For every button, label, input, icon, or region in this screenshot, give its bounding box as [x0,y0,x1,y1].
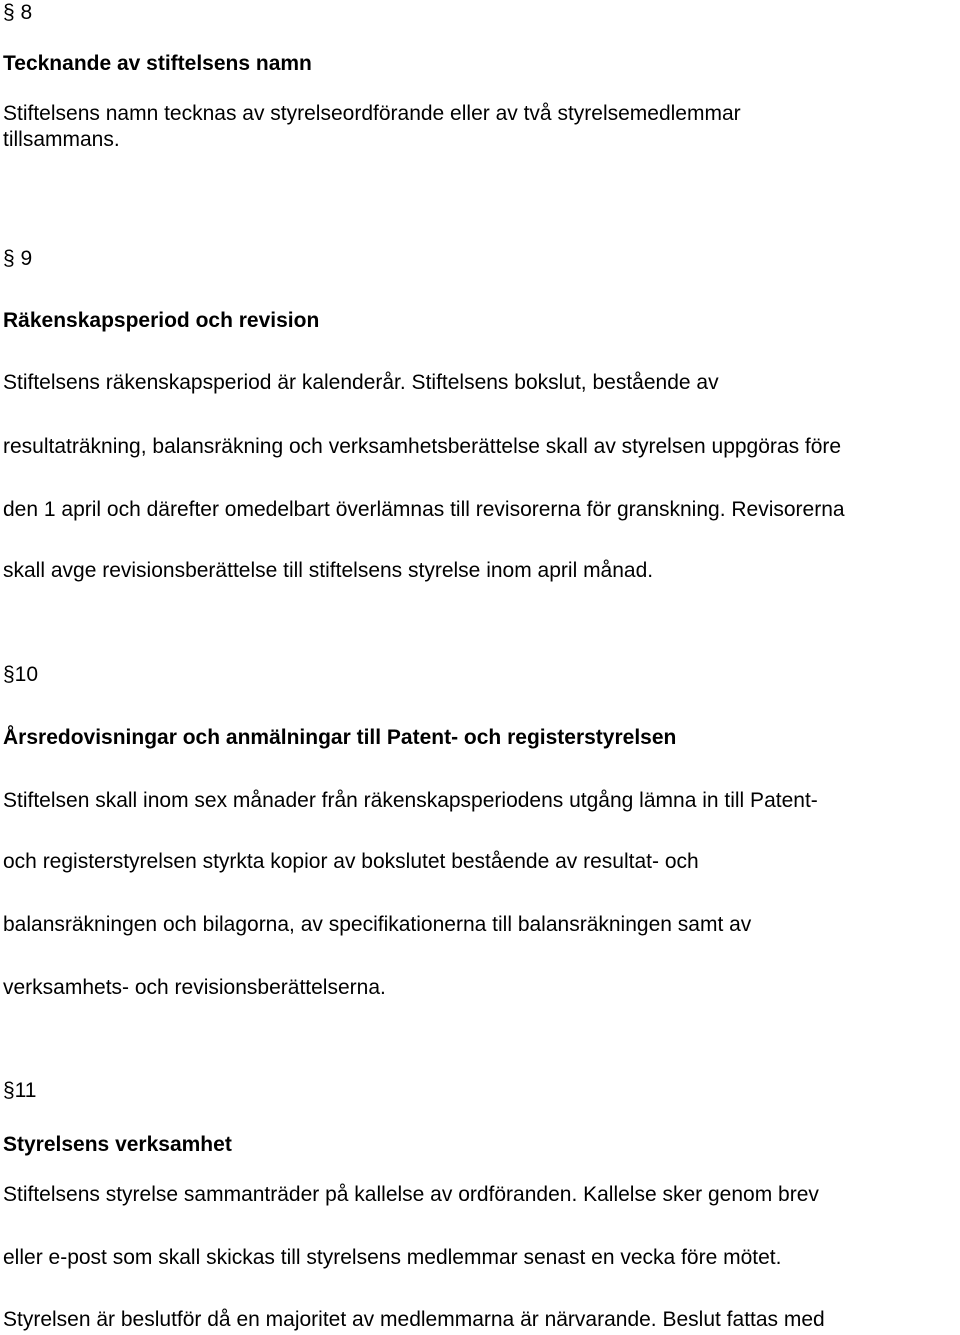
section-11-number: §11 [3,1079,37,1102]
section-11-line-2: eller e-post som skall skickas till styrelsens medlemmar senast en vecka före mötet. [3,1246,782,1269]
section-8-line-1: Stiftelsens namn tecknas av styrelseordförande eller av två styrelsemedlemmar [3,102,741,125]
section-9-line-4: skall avge revisionsberättelse till stiftelsens styrelse inom april månad. [3,559,654,582]
section-10-line-3: balansräkningen och bilagorna, av specifikationerna till balansräkningen samt av [3,913,752,936]
section-9-line-2: resultaträkning, balansräkning och verksamhetsberättelse skall av styrelsen uppgöras före [3,435,842,458]
section-8-heading: Tecknande av stiftelsens namn [3,52,312,75]
section-10-heading: Årsredovisningar och anmälningar till Patent- och registerstyrelsen [3,726,677,749]
section-8-line-2: tillsammans. [3,128,120,151]
section-10-number: §10 [3,663,39,686]
section-10-line-4: verksamhets- och revisionsberättelserna. [3,976,386,999]
section-9-heading: Räkenskapsperiod och revision [3,309,320,332]
section-11-line-1: Stiftelsens styrelse sammanträder på kallelse av ordföranden. Kallelse sker genom brev [3,1183,819,1206]
section-10-line-2: och registerstyrelsen styrkta kopior av bokslutet bestående av resultat- och [3,850,699,873]
section-11-heading: Styrelsens verksamhet [3,1133,232,1156]
section-9-number: § 9 [3,247,33,270]
section-10-line-1: Stiftelsen skall inom sex månader från räkenskapsperiodens utgång lämna in till Patent- [3,789,818,812]
section-9-line-3: den 1 april och därefter omedelbart överlämnas till revisorerna för granskning. Revisorerna [3,498,845,521]
section-9-line-1: Stiftelsens räkenskapsperiod är kalenderår. Stiftelsens bokslut, bestående av [3,371,719,394]
section-8-number: § 8 [3,1,33,24]
section-11-line-3: Styrelsen är beslutför då en majoritet av medlemmarna är närvarande. Beslut fattas med [3,1308,825,1331]
